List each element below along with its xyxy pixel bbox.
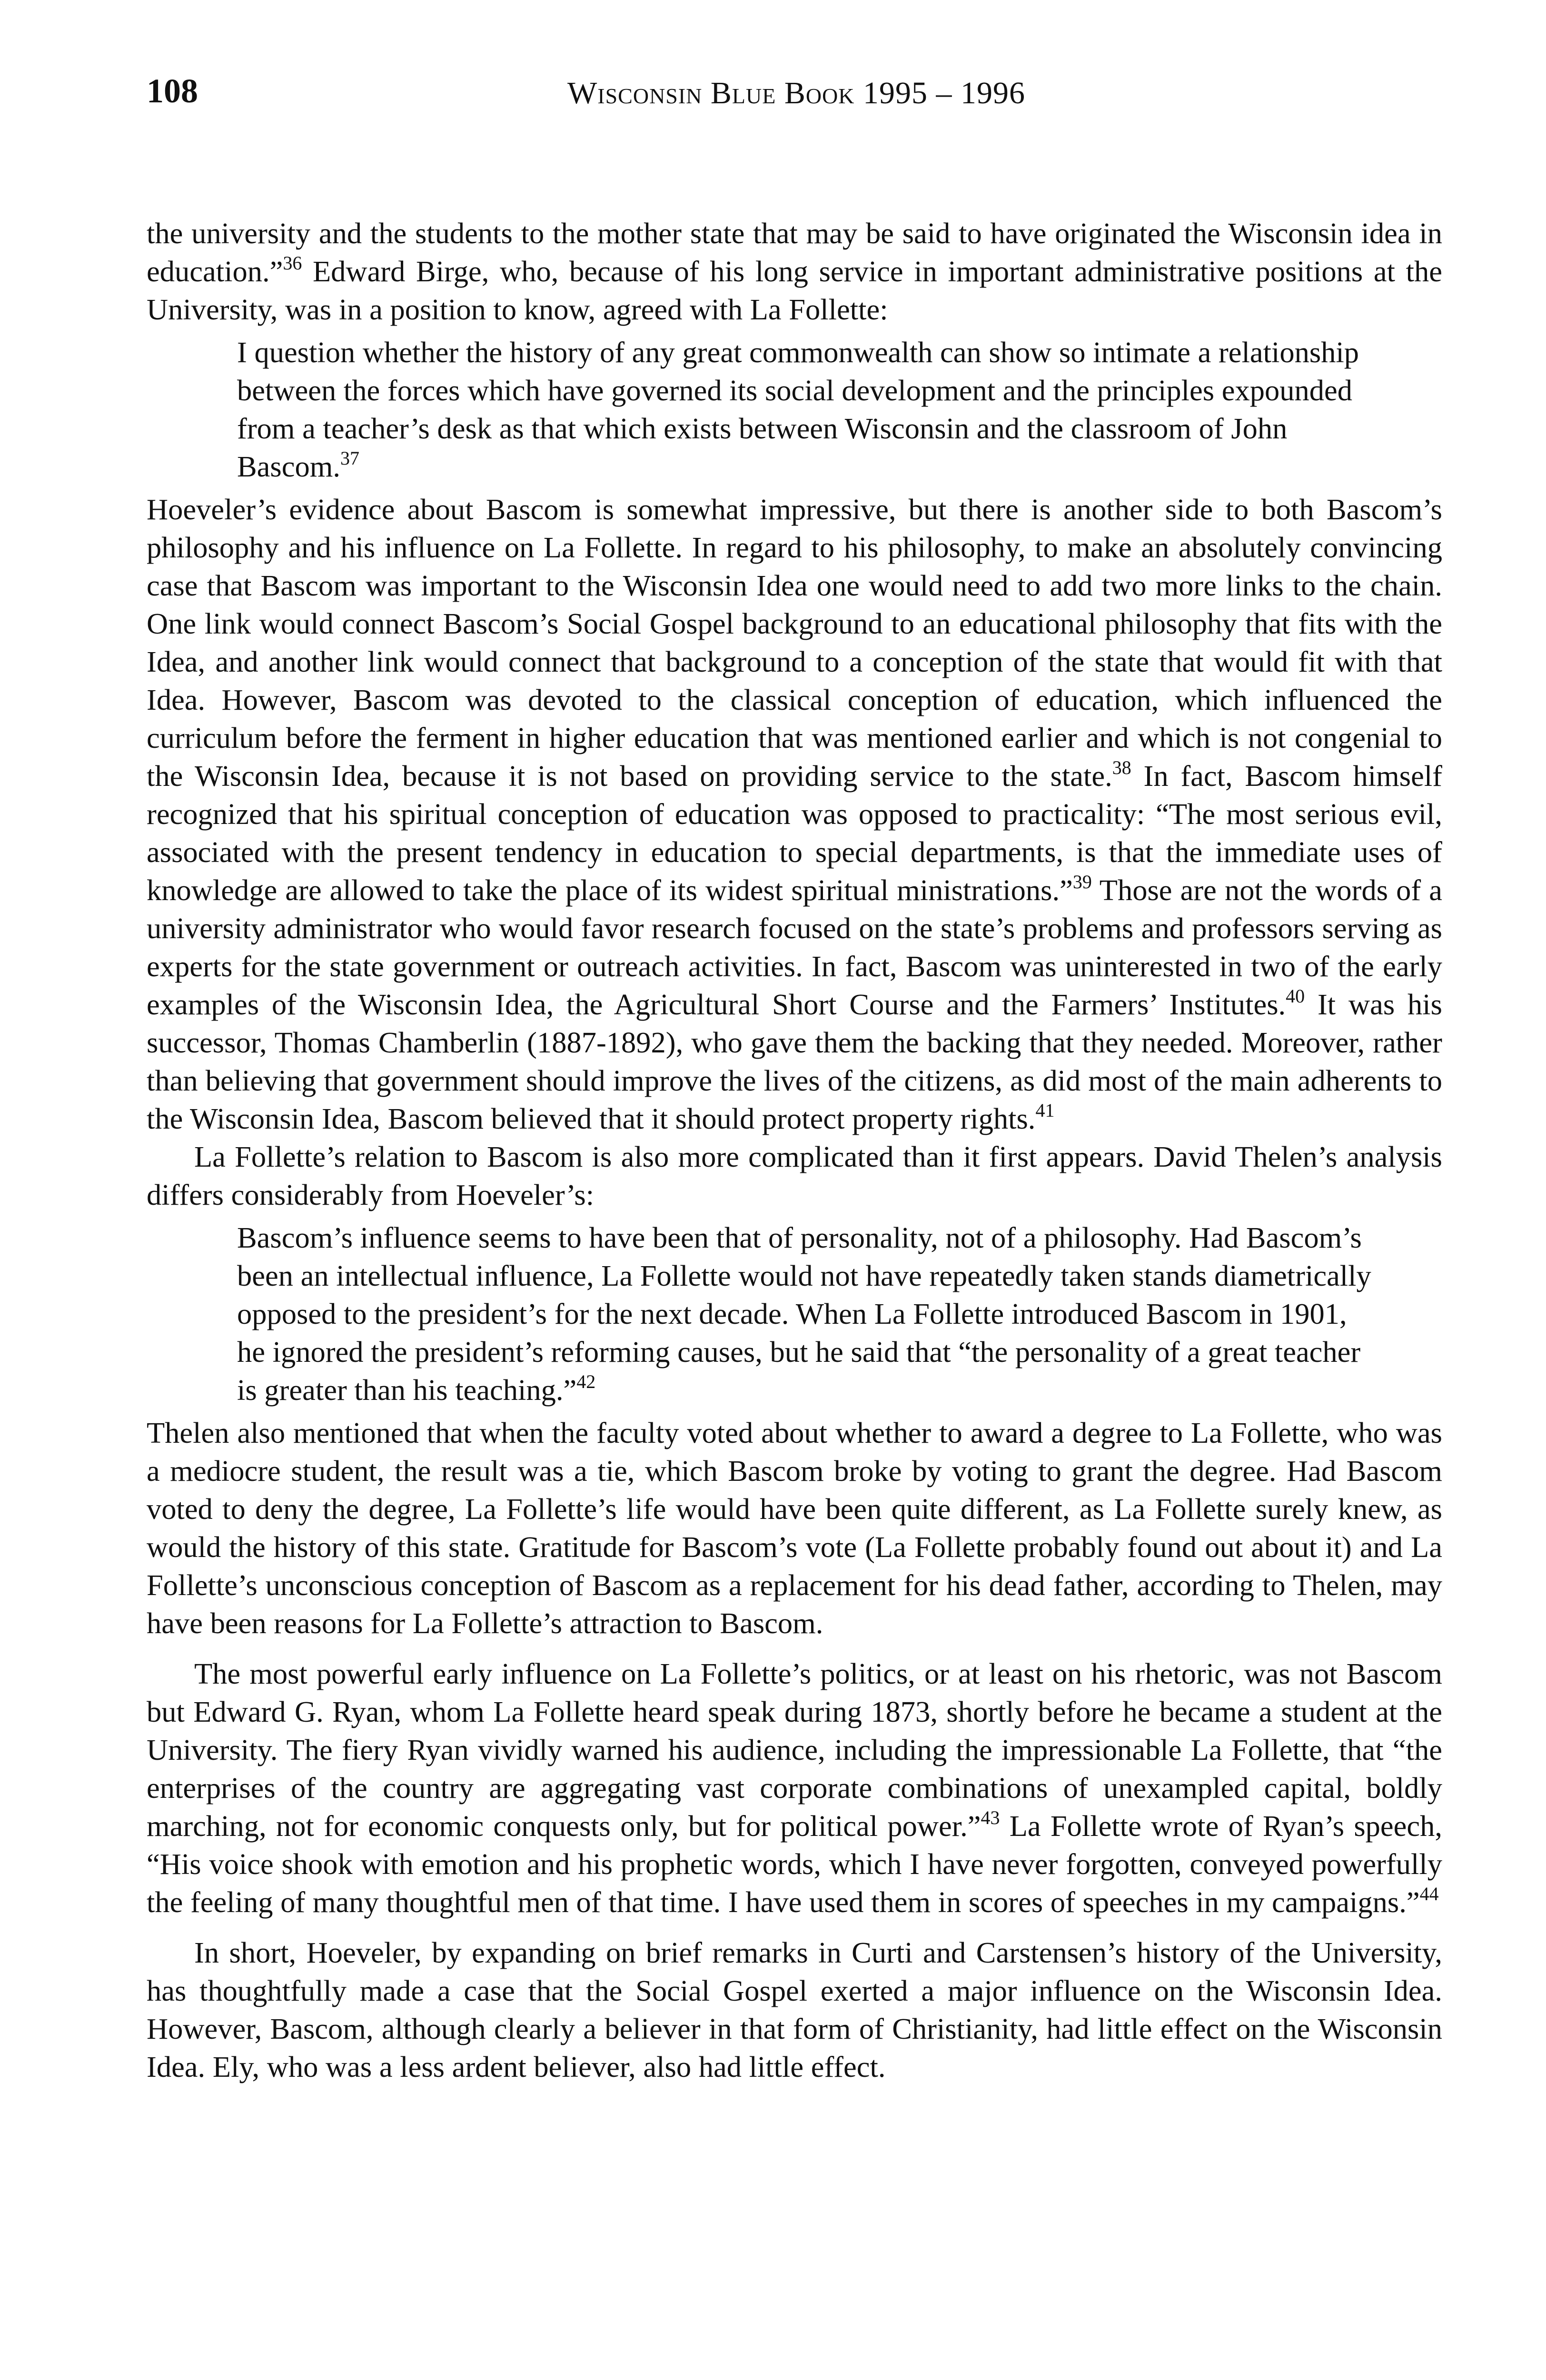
text-run: Bascom’s influence seems to have been that of personality, not of a philosophy. Had Bascom’s been an intellectual influence, La Follette would not have repeatedly taken stands diametrically opposed to the president’s for the next decade. When La Follette introduced Bascom in 1901, he ignored the president’s reforming causes, but he said that “the personality of a great teacher is greater than his teaching.” (237, 1221, 1371, 1407)
text-run: It was his successor, Thomas Chamberlin (1887-1892), who gave them the backing that they needed. Moreover, rather than believing that government should improve the lives of the citizens, as did most of the main adherents to the Wisconsin Idea, Bascom believed that it should protect property rights. (147, 988, 1442, 1135)
page-header (147, 71, 1446, 133)
footnote-ref: 43 (981, 1807, 1000, 1829)
text-run: Edward Birge, who, because of his long service in important administrative positions at the University, was in a position to know, agreed with La Follette: (147, 255, 1442, 326)
text-run: Thelen also mentioned that when the faculty voted about whether to award a degree to La Follette, who was a mediocre student, the result was a tie, which Bascom broke by voting to grant the degree. Had Bascom voted to deny the degree, La Follette’s life would have been quite different, as La Follette surely knew, as would the history of this state. Gratitude for Bascom’s vote (La Follette probably found out about it) and La Follette’s unconscious conception of Bascom as a replacement for his dead father, according to Thelen, may have been reasons for La Follette’s attraction to Bascom. (147, 1416, 1442, 1640)
text-run: I question whether the history of any great commonwealth can show so intimate a relationship between the forces which have governed its social development and the principles expounded from a teacher’s desk as that which exists between Wisconsin and the classroom of John Bascom. (237, 336, 1359, 483)
footnote-ref: 44 (1419, 1883, 1439, 1905)
paragraph-6 (147, 1934, 1442, 2086)
footnote-ref: 42 (576, 1371, 596, 1393)
text-run: La Follette wrote of Ryan’s speech, “His voice shook with emotion and his prophetic words, which I have never forgotten, conveyed powerfully the feeling of many thoughtful men of that time. I have used them in scores of speeches in my campaigns.” (147, 1809, 1442, 1919)
text-run: The most powerful early influence on La Follette’s politics, or at least on his rhetoric, was not Bascom but Edward G. Ryan, whom La Follette heard speak during 1873, shortly before he became a student at the University. The fiery Ryan vividly warned his audience, including the impressionable La Follette, that “the enterprises of the country are aggregating vast corporate combinations of unexampled capital, boldly marching, not for economic conquests only, but for political power.” (147, 1657, 1442, 1843)
paragraph-4 (147, 1414, 1442, 1642)
footnote-ref: 40 (1286, 985, 1305, 1007)
footnote-ref: 41 (1035, 1100, 1055, 1121)
text-run: In fact, Bascom himself recognized that his spiritual conception of education was opposed to practicality: “The most serious evil, associated with the present tendency in education to special departments, is that the immediate uses of knowledge are allowed to take the place of its widest spiritual ministrations.” (147, 759, 1442, 907)
paragraph-2 (147, 490, 1442, 1138)
text-run: Those are not the words of a university administrator who would favor research focused on the state’s problems and professors serving as experts for the state government or outreach activities. In fact, Bascom was uninterested in two of the early examples of the Wisconsin Idea, the Agricultural Short Course and the Farmers’ Institutes. (147, 873, 1443, 1021)
page-body (147, 214, 1442, 2086)
paragraph-5 (147, 1655, 1442, 1921)
footnote-ref: 37 (340, 447, 359, 469)
text-run: In short, Hoeveler, by expanding on brief remarks in Curti and Carstensen’s history of the University, has thoughtfully made a case that the Social Gospel exerted a major influence on the Wisconsin Idea. However, Bascom, although clearly a believer in that form of Christianity, had little effect on the Wisconsin Idea. Ely, who was a less ardent believer, also had little effect. (147, 1936, 1442, 2083)
block-quote-thelen (237, 1219, 1376, 1409)
footnote-ref: 38 (1112, 757, 1131, 779)
footnote-ref: 39 (1072, 871, 1092, 893)
paragraph-3 (147, 1138, 1442, 1214)
page-number: 108 (147, 72, 198, 110)
text-run: the university and the students to the mother state that may be said to have originated the Wisconsin idea in education.” (147, 217, 1442, 288)
footnote-ref: 36 (283, 252, 302, 274)
block-quote-birge (237, 333, 1376, 486)
text-run: La Follette’s relation to Bascom is also more complicated than it first appears. David Thelen’s analysis differs considerably from Hoeveler’s: (147, 1140, 1442, 1211)
paragraph-1 (147, 214, 1442, 328)
text-run: Hoeveler’s evidence about Bascom is somewhat impressive, but there is another side to both Bascom’s philosophy and his influence on La Follette. In regard to his philosophy, to make an absolutely convincing case that Bascom was important to the Wisconsin Idea one would need to add two more links to the chain. One link would connect Bascom’s Social Gospel background to an educational philosophy that fits with the Idea, and another link would connect that background to a conception of the state that would fit with that Idea. However, Bascom was devoted to the classical conception of education, which influenced the curriculum before the ferment in higher education that was mentioned earlier and which is not congenial to the Wisconsin Idea, because it is not based on providing service to the state. (147, 493, 1442, 793)
running-title: Wisconsin Blue Book 1995 – 1996 (567, 76, 1026, 110)
